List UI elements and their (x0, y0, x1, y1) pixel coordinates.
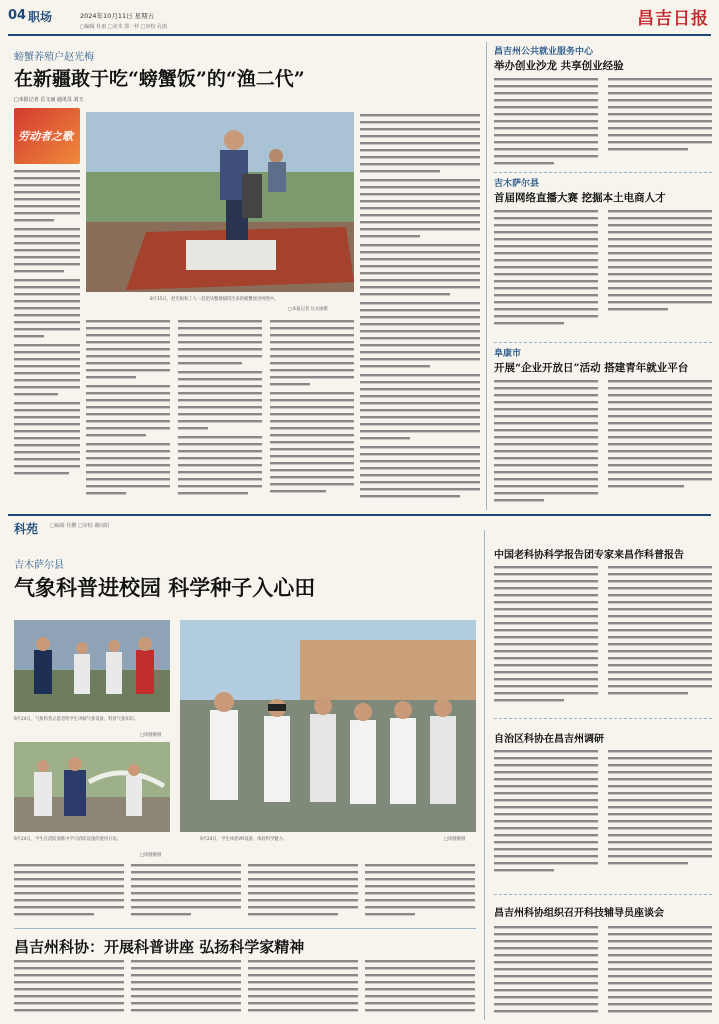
side-article-1-headline: 举办创业沙龙 共享创业经验 (494, 60, 624, 72)
article-divider (494, 894, 712, 895)
section-title: 职场 (28, 10, 53, 24)
science-side-1-body (494, 564, 712, 714)
column-badge-text: 劳动者之歌 (18, 130, 73, 143)
bottom-left-headline: 昌吉州科协：开展科普讲座 弘扬科学家精神 (14, 938, 305, 956)
text-lines-graphic (494, 748, 712, 888)
side-article-3-body (494, 378, 712, 508)
page-editors: □编辑 杜雨 □美术 郑一样 □审校 孔雨 (80, 24, 168, 30)
science-kicker: 吉木萨尔县 (14, 560, 64, 571)
photo-graphic (14, 620, 170, 712)
science-photo-1-caption: 9月24日，气象科普志愿者给学生讲解气象设备、科普气象知识。 (14, 717, 139, 722)
side-article-2-kicker: 吉木萨尔县 (494, 179, 540, 189)
article-divider (494, 718, 712, 719)
bottom-left-body (14, 958, 476, 1020)
top-story-body-right (360, 112, 480, 504)
article-divider (494, 172, 712, 173)
text-lines-graphic (494, 208, 712, 338)
photo-graphic (14, 742, 170, 832)
text-lines-graphic (360, 112, 480, 504)
page-number: 04 (8, 8, 27, 23)
text-lines-graphic (494, 924, 712, 1020)
photo-graphic (180, 620, 476, 832)
top-story-kicker: 螃蟹养殖户赵光梅 (14, 52, 94, 63)
science-photo-3-credit: □周静静摄 (444, 837, 466, 842)
column-divider (484, 530, 485, 1020)
science-photo-2-caption: 9月24日，学生在消防演练中学习消防设施的使用方法。 (14, 837, 122, 842)
side-article-1-kicker: 昌吉州公共就业服务中心 (494, 47, 594, 57)
science-photo-3 (180, 620, 476, 832)
side-article-3-kicker: 阜康市 (494, 349, 522, 359)
top-story-photo-credit: □本报记者 岳文丽摄 (288, 307, 328, 312)
science-side-1-headline: 中国老科协科学报告团专家来昌作科普报告 (494, 550, 684, 561)
text-lines-graphic (14, 958, 476, 1020)
photo-graphic (86, 112, 354, 292)
science-headline: 气象科普进校园 科学种子入心田 (14, 575, 316, 600)
text-lines-graphic (86, 318, 354, 504)
text-lines-graphic (494, 76, 712, 168)
column-badge (14, 108, 80, 164)
top-story-byline: □本报记者 岳文丽 通讯员 刘玉 (14, 97, 84, 103)
science-photo-1-credit: □周静静摄 (140, 733, 162, 738)
newspaper-logo: 昌吉日报 (637, 9, 709, 29)
top-story-col-1 (14, 168, 80, 488)
issue-date: 2024年10月11日 星期五 (80, 12, 155, 20)
top-story-photo (86, 112, 354, 292)
text-lines-graphic (14, 862, 476, 922)
column-divider (486, 42, 487, 510)
side-article-3-headline: 开展“企业开放日”活动 搭建青年就业平台 (494, 362, 689, 374)
masthead-rule (8, 34, 711, 36)
text-lines-graphic (494, 564, 712, 714)
top-story-headline: 在新疆敢于吃“螃蟹饭”的“渔二代” (14, 68, 305, 90)
top-story-body-lower (86, 318, 354, 504)
text-lines-graphic (494, 378, 712, 508)
side-article-1-body (494, 76, 712, 168)
section-label-science: 科苑 (14, 522, 39, 536)
article-divider (14, 928, 476, 929)
science-photo-2 (14, 742, 170, 832)
science-side-2-body (494, 748, 712, 888)
science-photo-2-credit: □周静静摄 (140, 853, 162, 858)
science-side-3-headline: 昌吉州科协组织召开科技辅导员座谈会 (494, 908, 664, 919)
section-rule (8, 514, 711, 516)
article-divider (494, 342, 712, 343)
science-side-3-body (494, 924, 712, 1020)
section-editors: □编辑 任鹏 □审校 谢向阳 (50, 523, 110, 529)
science-photo-3-caption: 9月24日，学生体验VR设备，体验科学魅力。 (200, 837, 288, 842)
text-lines-graphic (14, 168, 80, 488)
top-story-photo-caption: 8月15日，赵光梅和工人一起把从蟹塘捕捞出来的螃蟹放进网兜中。 (150, 297, 279, 302)
side-article-2-body (494, 208, 712, 338)
side-article-2-headline: 首届网络直播大赛 挖掘本土电商人才 (494, 192, 666, 204)
science-article-body (14, 862, 476, 922)
science-side-2-headline: 自治区科协在昌吉州调研 (494, 734, 604, 745)
science-photo-1 (14, 620, 170, 712)
